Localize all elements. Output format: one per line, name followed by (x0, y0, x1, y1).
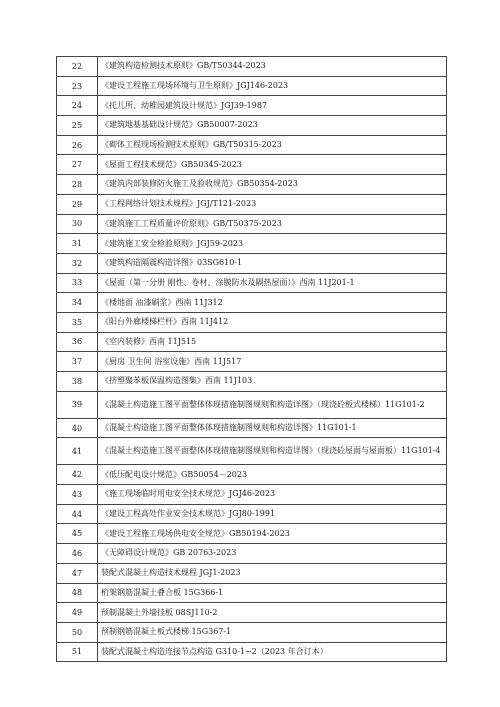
row-standard: 《厨房 卫生间 浴室设施》西南 11J517 (98, 352, 447, 372)
row-number: 22 (57, 57, 98, 77)
table-row (57, 175, 447, 195)
table-row (57, 116, 447, 136)
row-standard: 《建筑构造检测技术原则》GB/T50344-2023 (98, 57, 447, 77)
table-row (57, 465, 447, 485)
row-number: 36 (57, 332, 98, 352)
table-row (57, 96, 447, 116)
table-row (57, 438, 447, 465)
row-standard: 《建设工程高处作业安全技术规范》JGJ80-1991 (98, 504, 447, 524)
row-number: 51 (57, 642, 98, 662)
standards-table-body (57, 57, 447, 662)
row-number: 48 (57, 583, 98, 603)
row-number: 41 (57, 438, 98, 465)
row-standard: 《建筑内部装修防火施工及验收规范》GB50354-2023 (98, 175, 447, 195)
table-row (57, 312, 447, 332)
row-number: 29 (57, 194, 98, 214)
row-standard: 《楼地面 油漆刷浆》西南 11J312 (98, 293, 447, 313)
table-row (57, 214, 447, 234)
row-standard: 《建设工程施工现场环境与卫生原则》JGJ146-2023 (98, 76, 447, 96)
row-standard: 《阳台外廊楼梯栏杆》西南 11J412 (98, 312, 447, 332)
row-standard: 《低压配电设计规范》GB50054－2023 (98, 465, 447, 485)
row-number: 39 (57, 391, 98, 418)
row-number: 31 (57, 234, 98, 254)
row-standard: 《建筑施工工程质量评价原则》GB/T50375-2023 (98, 214, 447, 234)
table-row (57, 76, 447, 96)
row-number: 38 (57, 372, 98, 392)
row-number: 34 (57, 293, 98, 313)
table-row (57, 583, 447, 603)
row-standard: 《建筑构造隔震构造详图》03SG610-1 (98, 253, 447, 273)
table-row (57, 418, 447, 438)
table-row (57, 642, 447, 662)
table-row (57, 194, 447, 214)
row-number: 33 (57, 273, 98, 293)
table-row (57, 504, 447, 524)
row-standard: 预制钢筋混凝土板式楼梯 15G367-1 (98, 622, 447, 642)
row-number: 37 (57, 352, 98, 372)
table-row (57, 273, 447, 293)
table-row (57, 524, 447, 544)
row-standard: 预制混凝土外墙挂板 08SJ110-2 (98, 603, 447, 623)
row-number: 49 (57, 603, 98, 623)
row-number: 32 (57, 253, 98, 273)
row-standard: 《砌体工程现场检测技术原则》GB/T50315-2023 (98, 135, 447, 155)
row-number: 24 (57, 96, 98, 116)
table-row (57, 253, 447, 273)
row-standard: 《混凝土构造施工图平面整体体现措施制图规则和构造详图》（现浇砼屋面与屋面板）11G101-4 (98, 438, 447, 465)
row-standard: 《托儿所、幼稚园建筑设计规范》JGJ39-1987 (98, 96, 447, 116)
row-standard: 《工程网络计划技术规程》JGJ/T121-2023 (98, 194, 447, 214)
table-row (57, 372, 447, 392)
table-row (57, 332, 447, 352)
row-standard: 《屋面（第一分册 刚性、卷材、涂膜防水及隔热屋面）》西南 11J201-1 (98, 273, 447, 293)
row-standard: 《屋面工程技术规范》GB50345-2023 (98, 155, 447, 175)
table-row (57, 293, 447, 313)
table-row (57, 485, 447, 505)
table-row (57, 622, 447, 642)
table-row (57, 391, 447, 418)
row-standard: 桁架钢筋混凝土叠合板 15G366-1 (98, 583, 447, 603)
row-number: 46 (57, 544, 98, 564)
table-row (57, 57, 447, 77)
row-standard: 《无障碍设计规范》GB 20763-2023 (98, 544, 447, 564)
row-number: 47 (57, 563, 98, 583)
row-number: 42 (57, 465, 98, 485)
standards-table (56, 56, 447, 662)
row-number: 40 (57, 418, 98, 438)
row-number: 35 (57, 312, 98, 332)
row-standard: 《室内装修》西南 11J515 (98, 332, 447, 352)
row-number: 25 (57, 116, 98, 136)
row-standard: 《施工现场临时用电安全技术规范》JGJ46-2023 (98, 485, 447, 505)
row-number: 27 (57, 155, 98, 175)
row-number: 45 (57, 524, 98, 544)
row-number: 44 (57, 504, 98, 524)
table-row (57, 603, 447, 623)
row-number: 23 (57, 76, 98, 96)
row-standard: 《建筑施工安全检验原则》JGJ59-2023 (98, 234, 447, 254)
row-number: 30 (57, 214, 98, 234)
table-row (57, 234, 447, 254)
row-standard: 《挤塑聚苯板保温构造图集》西南 11J103 (98, 372, 447, 392)
table-row (57, 563, 447, 583)
table-row (57, 155, 447, 175)
row-number: 43 (57, 485, 98, 505)
row-standard: 装配式混凝土构造连接节点构造 G310-1~2（2023 年合订本） (98, 642, 447, 662)
row-standard: 《混凝土构造施工图平面整体体现措施制图规则和构造详图》（现浇砼板式楼梯）11G101-2 (98, 391, 447, 418)
row-standard: 《建筑地基基础设计规范》GB50007-2023 (98, 116, 447, 136)
row-number: 50 (57, 622, 98, 642)
table-row (57, 352, 447, 372)
row-number: 28 (57, 175, 98, 195)
row-standard: 《建设工程施工现场供电安全规范》GB50194-2023 (98, 524, 447, 544)
row-standard: 《混凝土构造施工图平面整体体现措施制图规则和构造详图》11G101-1 (98, 418, 447, 438)
table-row (57, 544, 447, 564)
row-standard: 装配式混凝土构造技术规程 JGJ1-2023 (98, 563, 447, 583)
table-row (57, 135, 447, 155)
row-number: 26 (57, 135, 98, 155)
